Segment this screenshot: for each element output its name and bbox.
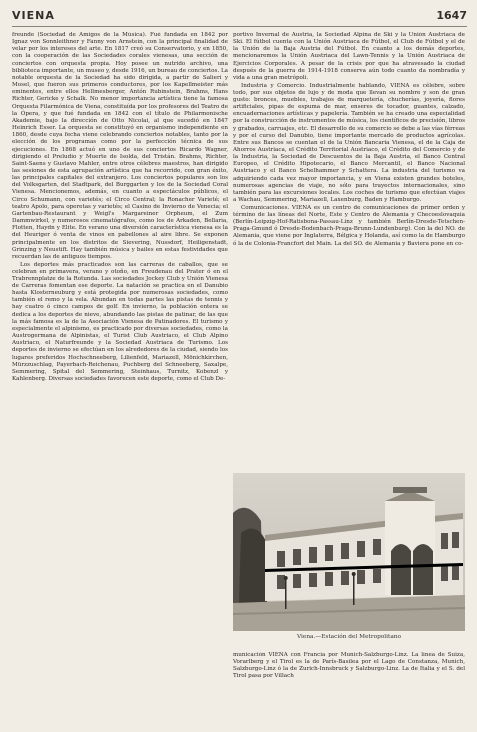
figure [233, 473, 465, 644]
page-number: 1647 [436, 9, 467, 22]
right-bottom-paragraph: municación VIENA con Francia por Munich-Salzburgo-Linz. La línea de Suiza, Vorarlberg y el Tirol es la de París-Basilea por el Lago de Constanza, Munich, Salzburgo-Linz ó la de Zurich-Innsbruck y Salzburgo-Linz. La de Italia y el S. del Tirol pasa por Villach [233, 652, 465, 680]
right-column-top [233, 32, 465, 470]
right-paragraph-1: portivo Invernal de Austria, la Sociedad Alpina de Ski y la Unión Austriaca de Ski. El fútbol cuenta con la Unión Austriaca de Fútbol, el Club de Fútbol y el de la Unión de la Baja Austria del Fútbol. En cuanto a los demás deportes, mencionaremos la Unión Austriaca del Lawn-Tennis y la Unión Austriaca de Ejercicios Corporales. A pesar de la crisis por que ha atravesado la ciudad después de la guerra de 1914-1918 conserva aún todo cuanto da nombradía y vida a una gran metrópoli. [233, 32, 465, 81]
running-title: VIENA [12, 9, 55, 22]
right-paragraph-2: Industria y Comercio. Industrialmente hablando, VIENA es célebre, sobre todo, por sus objetos de lujo y de moda que llevan su nombre y son de gran gusto: bronces, muebles, trabajos de marquetería, chucherías, joyería, flores artificiales, pipas de espuma de mar, enseres de tocador, guantes, calzado, encuadernaciones artísticas y papelería. También se ha creado una especialidad por la construcción de instrumentos de música, los científicos de precisión, libros y grabados, carruajes, etc. El desarrollo de su comercio se debe a las vías férreas y por el curso del Danubio, tiene importante mercado de productos agrícolas. Entre sus Bancos se cuentan el de la Unión Bancaria Vienesa, el de la Caja de Ahorros Austriaca, el Crédito Territorial Austriaco, el Crédito del Comercio y de la Industria, la Sociedad de Descuentos de la Baja Austria, el Banco Central Europeo, el Crédito Hipotecario, el Banco Mercantil, el Banco Nacional Austriaco y el Banco Schelhammer y Schattera. La industria del turismo va adquiriendo cada vez mayor importancia, y en Viena existen grandes hoteles, numerosas agencias de viaje, no sólo para trayectos internacionales, sino también para las excursiones locales. Los coches de turismo que efectúan viajes a Wachau, Semmering, Mariazell, Laxenburg, Baden y Hamburgo. [233, 82, 465, 204]
page-header [12, 8, 467, 27]
left-paragraph-1: freunde (Sociedad de Amigos de la Música). Fué fundada en 1842 por Ignaz von Sonnleithner y Fanny von Arnstein, con la principal finalidad de velar por los intereses del arte. En 1817 creó su Conservatorio, y en 1850, con la cooperación de las Sociedades corales vienesas, una sección de conciertos con orquesta propia. Hoy posee un nutrido archivo, una biblioteca importante, un museo y, desde 1916, un bureau de conciertos. La notable orquesta de la Sociedad ha sido dirigida, a partir de Salieri y Mosel, que fueron sus primeros conductores, por los Kapellmeister más eminentes, entre ellos Hellmesberger, Antón Rubinstein, Brahms, Hans Richter, Gericke y Schalk. No menor importancia artística tiene la famosa Orquesta Filarmónica de Viena, constituída por los profesores del Teatro de la Ópera, y que fué fundada en 1842 con el título de Philarmonische Akademie, bajo la dirección de Otto Nicolai, al que sucedió en 1847 Heinrich Esser. La orquesta se constituyó en organismo independiente en 1860, desde cuya fecha viene celebrando conciertos notables, tanto por la elección de los programas como por la perfección técnica de sus ejecuciones. En 1868 actuó en uno de sus conciertos Ricardo Wagner, dirigiendo el Preludio y Muerte de Isolda, del Tristán. Brahms, Richter, Saint-Saens y Gustavo Mahler, entre otros célebres maestros, han dirigido las sesiones de esta agrupación artística que ha recorrido, con gran éxito, las principales capitales del extranjero. Los conciertos populares son los del Volksgarten, del Stadtpark, del Burggarten y los de la Sociedad Coral Vienesa. Mencionemos, además, en cuanto a espectáculos públicos, el Circo Schumann, con varietés; el Circo Central; la Ronacher Varieté; el teatro Apolo, para operetas y varietés; el Casino de Invierno de Venecia; el Gartenbau-Restaurant y Weigl's Margareiner Orpheum, el Zum Dammwirkel, y numerosos cinematógrafos, como los de Arkaden, Bellaria, Flotten, Haydn y Elite. En verano una diversión característica vienesa es la del Heuriger ó venta de vinos en pabellones al aire libre. Se exponen principalmente en los distritos de Sievering, Nussdorf, Heiligenstadt, Grinzing y Neustift. Hay también música y bailes en estas festividades que recuerdan las de antiguos tiempos. [12, 32, 228, 260]
left-column [12, 32, 228, 720]
left-paragraph-2: Los deportes más practicados son las carreras de caballos, que se celebran en primavera, verano y otoño, en Freudenau del Prater ó en el Trabrennplatze de la Rotunda. Las sociedades Jockey Club y Unión Vienesa de Carreras fomentan ese deporte. La natación se practica en el Danubio hasta Klosterneuburg y está protegida por numerosas sociedades, como también el remo y la vela. Abundan en todas partes las pistas de tennis y hay cuatro ó cinco campos de golf. En invierno, la población entera se dedica a los deportes de nieve, abundando las pistas de patinar, de las que la más famosa es la de la Asociación Vienesa de Patinadores. El turismo y especialmente el alpinismo, es practicado por diversas sociedades, como la Austrogermana de Alpinistas, el Turist Club Austriaco, el Club Alpino Austriaco, el Naturfreunde y la Sociedad Austriaca de Turismo. Los deportes de invierno se efectúan en los alrededores de la ciudad, siendo los lugares preferidos Hochschneeberg, Lilienfeld, Mariazell, Mönichkirchen, Mürzzuschlag, Payerbach-Reichenau, Puchberg del Schneeberg, Saxalpe, Semmering, Spital del Semmering, Steinhaus, Turnitz, Kobenzl y Kahlenberg. Diversas sociedades favorecen este deporte, como el Club De- [12, 261, 228, 382]
right-column-bottom [233, 652, 465, 712]
right-paragraph-3: Comunicaciones. VIENA es un centro de comunicaciones de primer orden y término de las líneas del Norte, Este y Centro de Alemania y Checoeslovaquia (Berlín-Leipzig-Hof-Ratisbona-Passau-Linz y también Berlín-Dresde-Tetschen-Praga-Gmund ó Dresde-Bodenbach-Praga-Brunn-Lundenburg). Con la del NO. de Alemania, que viene por Inglaterra, Bélgica y Holanda, así como la de Hamburgo ó la de Colonia-Francfort del Main. La del SO. de Alemania y Baviera pone en co- [233, 204, 465, 247]
building-photo-icon [233, 473, 465, 631]
figure-caption: Viena.—Estación del Metropolitano [296, 634, 402, 640]
